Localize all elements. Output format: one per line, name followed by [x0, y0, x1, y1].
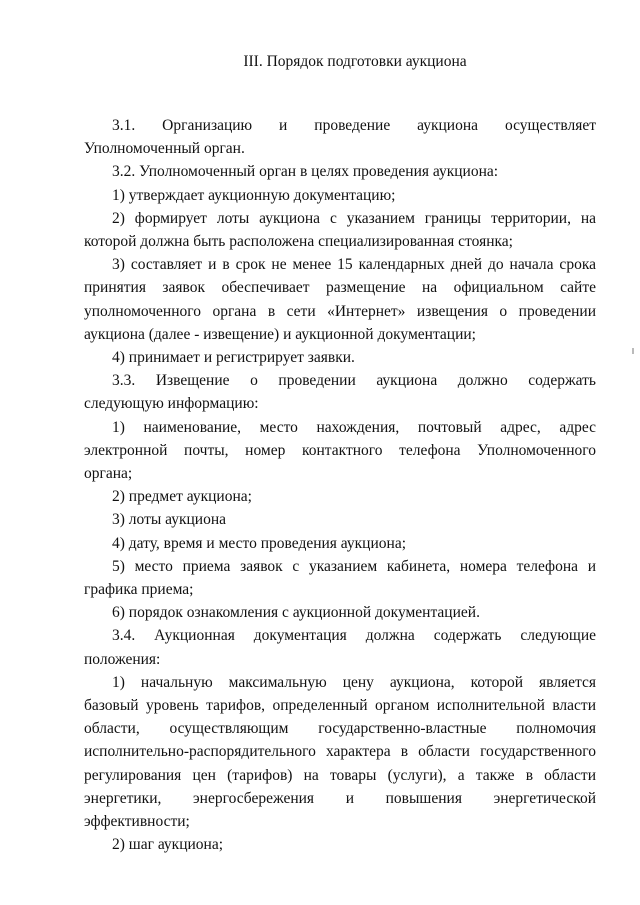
text-line: которой должна быть расположена специализированная стоянка; — [84, 233, 513, 251]
text-line: 3.3. Извещение о проведении аукциона должно содержать — [112, 372, 596, 390]
text-line: 2) шаг аукциона; — [112, 836, 224, 854]
paragraph-3-4 — [84, 624, 596, 670]
section-title: III. Порядок подготовки аукциона — [243, 53, 467, 70]
text-line: области, осуществляющим государственно-властные полномочия — [84, 720, 596, 738]
text-line: эффективности; — [84, 813, 190, 831]
text-line: следующую информацию: — [84, 395, 259, 413]
list-item — [84, 532, 596, 555]
text-line: 1) наименование, место нахождения, почтовый адрес, адрес — [112, 418, 596, 436]
list-item — [84, 485, 596, 508]
list-item — [84, 671, 596, 833]
text-line: аукциона (далее - извещение) и аукционной документации; — [84, 325, 476, 343]
text-line: органа; — [84, 465, 133, 483]
text-line: электронной почты, номер контактного телефона Уполномоченного — [84, 441, 596, 459]
text-line: 4) дату, время и место проведения аукциона; — [112, 534, 407, 552]
document-body — [84, 114, 596, 857]
text-line: 1) начальную максимальную цену аукциона, которой является — [112, 673, 596, 691]
list-item — [84, 416, 596, 486]
paragraph-3-2 — [84, 160, 596, 183]
text-line: 3) лоты аукциона — [112, 511, 227, 529]
text-line: положения: — [84, 650, 161, 668]
text-line: 3.2. Уполномоченный орган в целях проведения аукциона: — [112, 163, 499, 181]
text-line: 3.4. Аукционная документация должна содержать следующие — [112, 627, 596, 645]
list-item — [84, 184, 596, 207]
scan-edge-mark — [632, 348, 634, 354]
text-line: 3) составляет и в срок не менее 15 календарных дней до начала срока — [112, 256, 596, 274]
text-line: 6) порядок ознакомления с аукционной документацией. — [112, 604, 480, 622]
paragraph-3-3 — [84, 369, 596, 415]
text-line: Уполномоченный орган. — [84, 140, 245, 158]
list-item — [84, 601, 596, 624]
list-item — [84, 207, 596, 253]
text-line: 5) место приема заявок с указанием кабинета, номера телефона и — [112, 557, 596, 575]
paragraph-3-1 — [84, 114, 596, 160]
text-line: уполномоченного органа в сети «Интернет» извещения о проведении — [84, 302, 596, 320]
list-item — [84, 833, 596, 856]
text-line: 2) формирует лоты аукциона с указанием границы территории, на — [112, 209, 596, 227]
list-item — [84, 555, 596, 601]
text-line: регулирования цен (тарифов) на товары (услуги), а также в области — [84, 766, 596, 784]
text-line: графика приема; — [84, 581, 194, 599]
text-line: энергетики, энергосбережения и повышения энергетической — [84, 789, 596, 807]
list-item — [84, 346, 596, 369]
text-line: 2) предмет аукциона; — [112, 488, 252, 506]
text-line: 1) утверждает аукционную документацию; — [112, 186, 396, 204]
text-line: 4) принимает и регистрирует заявки. — [112, 349, 355, 367]
list-item — [84, 508, 596, 531]
text-line: базовый уровень тарифов, определенный органом исполнительной власти — [84, 697, 596, 715]
list-item — [84, 253, 596, 346]
text-line: исполнительно-распорядительного характера в области государственного — [84, 743, 596, 761]
text-line: 3.1. Организацию и проведение аукциона осуществляет — [112, 117, 596, 134]
text-line: принятия заявок обеспечивает размещение на официальном сайте — [84, 279, 596, 297]
